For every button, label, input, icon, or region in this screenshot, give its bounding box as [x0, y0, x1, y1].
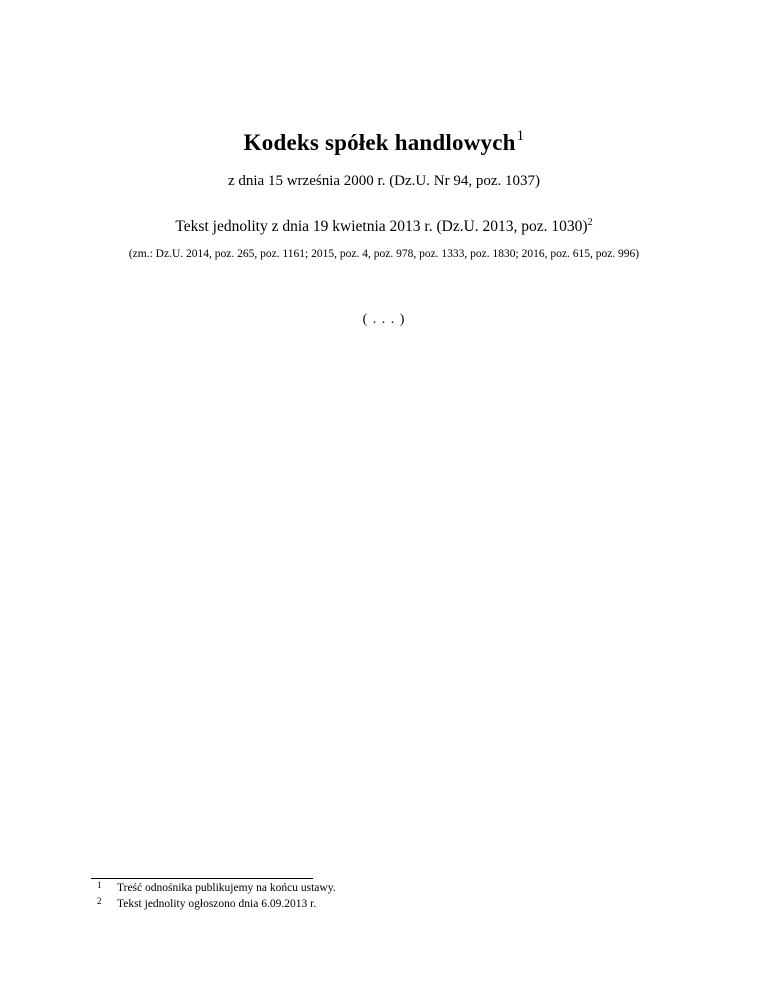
- footnote-1: [91, 880, 336, 896]
- document-title-text: Kodeks spółek handlowych: [243, 130, 516, 155]
- footnote-number: 1: [97, 880, 102, 890]
- consolidated-text-line: [0, 217, 768, 236]
- title-footnote-ref[interactable]: 1: [516, 128, 525, 144]
- footnote-text: Tekst jednolity ogłoszono dnia 6.09.2013 r.: [117, 898, 317, 910]
- consolidated-text: Tekst jednolity z dnia 19 kwietnia 2013 r. (Dz.U. 2013, poz. 1030): [175, 218, 588, 235]
- omitted-content-marker: ( . . . ): [362, 312, 406, 327]
- footnote-number: 2: [97, 896, 102, 906]
- amendments-list: (zm.: Dz.U. 2014, poz. 265, poz. 1161; 2015, poz. 4, poz. 978, poz. 1333, poz. 1830; 2016, poz. 615, poz. 996): [128, 248, 640, 260]
- footnotes-section: [91, 880, 336, 912]
- document-title: [0, 128, 768, 156]
- document-date-line: z dnia 15 września 2000 r. (Dz.U. Nr 94, poz. 1037): [227, 173, 540, 189]
- footnote-divider: [91, 878, 313, 879]
- consolidated-footnote-ref[interactable]: 2: [587, 217, 593, 228]
- footnote-text: Treść odnośnika publikujemy na końcu ustawy.: [117, 882, 336, 894]
- footnote-2: [91, 896, 336, 912]
